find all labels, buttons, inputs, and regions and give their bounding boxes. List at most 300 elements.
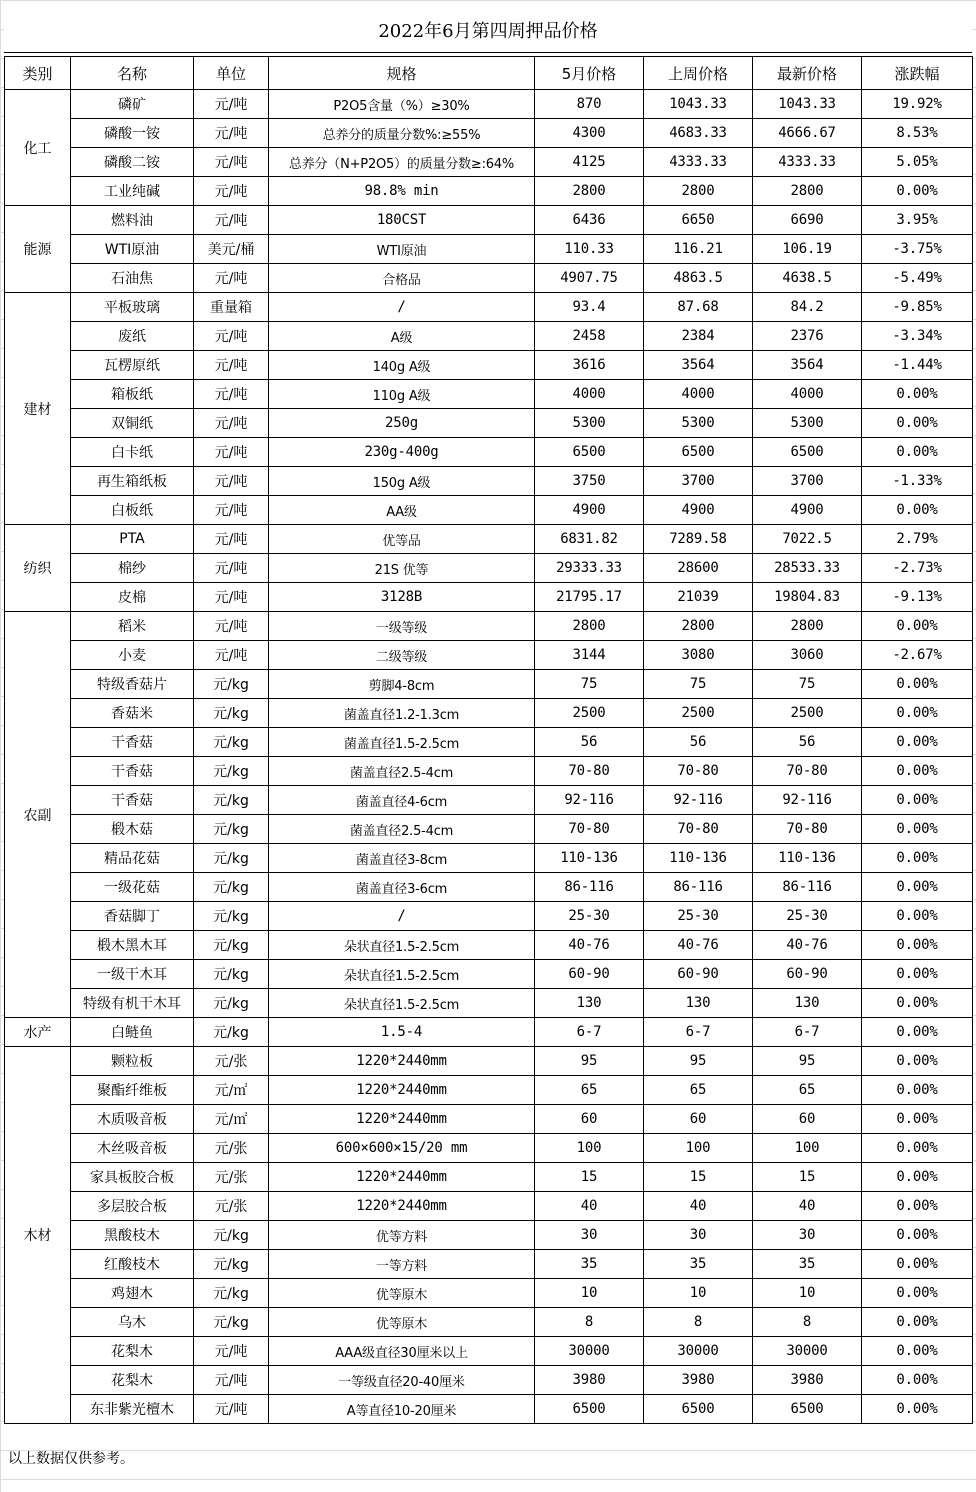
latest-price-cell[interactable]: 4638.5 <box>753 264 862 293</box>
unit-cell[interactable]: 元/kg <box>194 815 269 844</box>
unit-cell[interactable]: 元/吨 <box>194 1395 269 1424</box>
last-week-price-cell[interactable]: 3080 <box>644 641 753 670</box>
unit-cell[interactable]: 元/kg <box>194 902 269 931</box>
unit-cell[interactable]: 元/张 <box>194 1134 269 1163</box>
item-name-cell[interactable]: 木质吸音板 <box>71 1105 194 1134</box>
may-price-cell[interactable]: 110.33 <box>535 235 644 264</box>
may-price-cell[interactable]: 5300 <box>535 409 644 438</box>
may-price-cell[interactable]: 870 <box>535 90 644 119</box>
unit-cell[interactable]: 美元/桶 <box>194 235 269 264</box>
unit-cell[interactable]: 元/吨 <box>194 177 269 206</box>
change-cell[interactable]: 0.00% <box>862 1192 973 1221</box>
latest-price-cell[interactable]: 40 <box>753 1192 862 1221</box>
latest-price-cell[interactable]: 8 <box>753 1308 862 1337</box>
item-name-cell[interactable]: 聚酯纤维板 <box>71 1076 194 1105</box>
may-price-cell[interactable]: 6500 <box>535 438 644 467</box>
latest-price-cell[interactable]: 75 <box>753 670 862 699</box>
unit-cell[interactable]: 元/kg <box>194 1221 269 1250</box>
change-cell[interactable]: 0.00% <box>862 728 973 757</box>
change-cell[interactable]: -2.73% <box>862 554 973 583</box>
change-cell[interactable]: 0.00% <box>862 380 973 409</box>
item-name-cell[interactable]: 磷矿 <box>71 90 194 119</box>
latest-price-cell[interactable]: 6-7 <box>753 1018 862 1047</box>
may-price-cell[interactable]: 40 <box>535 1192 644 1221</box>
change-cell[interactable]: -3.34% <box>862 322 973 351</box>
last-week-price-cell[interactable]: 116.21 <box>644 235 753 264</box>
spec-cell[interactable]: 110g A级 <box>269 380 535 409</box>
last-week-price-cell[interactable]: 3700 <box>644 467 753 496</box>
may-price-cell[interactable]: 60-90 <box>535 960 644 989</box>
latest-price-cell[interactable]: 15 <box>753 1163 862 1192</box>
change-cell[interactable]: -9.13% <box>862 583 973 612</box>
last-week-price-cell[interactable]: 4000 <box>644 380 753 409</box>
last-week-price-cell[interactable]: 4863.5 <box>644 264 753 293</box>
spec-cell[interactable]: 优等方料 <box>269 1221 535 1250</box>
last-week-price-cell[interactable]: 65 <box>644 1076 753 1105</box>
category-cell[interactable]: 能源 <box>5 206 71 293</box>
spec-cell[interactable]: A等直径10-20厘米 <box>269 1395 535 1424</box>
unit-cell[interactable]: 元/kg <box>194 989 269 1018</box>
category-cell[interactable]: 水产 <box>5 1018 71 1047</box>
change-cell[interactable]: 0.00% <box>862 844 973 873</box>
item-name-cell[interactable]: 干香菇 <box>71 728 194 757</box>
latest-price-cell[interactable]: 106.19 <box>753 235 862 264</box>
item-name-cell[interactable]: 干香菇 <box>71 786 194 815</box>
latest-price-cell[interactable]: 4666.67 <box>753 119 862 148</box>
latest-price-cell[interactable]: 2800 <box>753 612 862 641</box>
latest-price-cell[interactable]: 56 <box>753 728 862 757</box>
item-name-cell[interactable]: 鸡翅木 <box>71 1279 194 1308</box>
spec-cell[interactable]: 230g-400g <box>269 438 535 467</box>
change-cell[interactable]: 0.00% <box>862 786 973 815</box>
last-week-price-cell[interactable]: 1043.33 <box>644 90 753 119</box>
last-week-price-cell[interactable]: 130 <box>644 989 753 1018</box>
last-week-price-cell[interactable]: 2800 <box>644 612 753 641</box>
item-name-cell[interactable]: 东非紫光檀木 <box>71 1395 194 1424</box>
may-price-cell[interactable]: 29333.33 <box>535 554 644 583</box>
last-week-price-cell[interactable]: 30000 <box>644 1337 753 1366</box>
category-cell[interactable]: 化工 <box>5 90 71 206</box>
item-name-cell[interactable]: 磷酸二铵 <box>71 148 194 177</box>
unit-cell[interactable]: 元/吨 <box>194 264 269 293</box>
spec-cell[interactable]: 优等原木 <box>269 1279 535 1308</box>
item-name-cell[interactable]: 多层胶合板 <box>71 1192 194 1221</box>
spec-cell[interactable]: 优等原木 <box>269 1308 535 1337</box>
may-price-cell[interactable]: 56 <box>535 728 644 757</box>
may-price-cell[interactable]: 95 <box>535 1047 644 1076</box>
latest-price-cell[interactable]: 92-116 <box>753 786 862 815</box>
item-name-cell[interactable]: 瓦楞原纸 <box>71 351 194 380</box>
latest-price-cell[interactable]: 4900 <box>753 496 862 525</box>
unit-cell[interactable]: 元/张 <box>194 1192 269 1221</box>
last-week-price-cell[interactable]: 3980 <box>644 1366 753 1395</box>
unit-cell[interactable]: 重量箱 <box>194 293 269 322</box>
item-name-cell[interactable]: 木丝吸音板 <box>71 1134 194 1163</box>
latest-price-cell[interactable]: 130 <box>753 989 862 1018</box>
may-price-cell[interactable]: 60 <box>535 1105 644 1134</box>
unit-cell[interactable]: 元/张 <box>194 1163 269 1192</box>
change-cell[interactable]: 5.05% <box>862 148 973 177</box>
item-name-cell[interactable]: 双铜纸 <box>71 409 194 438</box>
latest-price-cell[interactable]: 84.2 <box>753 293 862 322</box>
change-cell[interactable]: 0.00% <box>862 815 973 844</box>
latest-price-cell[interactable]: 3980 <box>753 1366 862 1395</box>
latest-price-cell[interactable]: 86-116 <box>753 873 862 902</box>
latest-price-cell[interactable]: 30 <box>753 1221 862 1250</box>
latest-price-cell[interactable]: 30000 <box>753 1337 862 1366</box>
spec-cell[interactable]: 朵状直径1.5-2.5cm <box>269 931 535 960</box>
last-week-price-cell[interactable]: 30 <box>644 1221 753 1250</box>
category-cell[interactable]: 建材 <box>5 293 71 525</box>
item-name-cell[interactable]: 废纸 <box>71 322 194 351</box>
change-cell[interactable]: 8.53% <box>862 119 973 148</box>
spec-cell[interactable]: 21S 优等 <box>269 554 535 583</box>
last-week-price-cell[interactable]: 110-136 <box>644 844 753 873</box>
unit-cell[interactable]: 元/kg <box>194 670 269 699</box>
unit-cell[interactable]: 元/吨 <box>194 206 269 235</box>
latest-price-cell[interactable]: 1043.33 <box>753 90 862 119</box>
unit-cell[interactable]: 元/吨 <box>194 119 269 148</box>
may-price-cell[interactable]: 4900 <box>535 496 644 525</box>
spec-cell[interactable]: 一等级直径20-40厘米 <box>269 1366 535 1395</box>
item-name-cell[interactable]: 白鲢鱼 <box>71 1018 194 1047</box>
item-name-cell[interactable]: WTI原油 <box>71 235 194 264</box>
last-week-price-cell[interactable]: 8 <box>644 1308 753 1337</box>
may-price-cell[interactable]: 30000 <box>535 1337 644 1366</box>
last-week-price-cell[interactable]: 70-80 <box>644 757 753 786</box>
item-name-cell[interactable]: PTA <box>71 525 194 554</box>
may-price-cell[interactable]: 6436 <box>535 206 644 235</box>
spec-cell[interactable]: 剪脚4-8cm <box>269 670 535 699</box>
item-name-cell[interactable]: 箱板纸 <box>71 380 194 409</box>
latest-price-cell[interactable]: 5300 <box>753 409 862 438</box>
latest-price-cell[interactable]: 2500 <box>753 699 862 728</box>
unit-cell[interactable]: 元/吨 <box>194 409 269 438</box>
change-cell[interactable]: 0.00% <box>862 1366 973 1395</box>
item-name-cell[interactable]: 椴木菇 <box>71 815 194 844</box>
item-name-cell[interactable]: 一级花菇 <box>71 873 194 902</box>
may-price-cell[interactable]: 15 <box>535 1163 644 1192</box>
last-week-price-cell[interactable]: 15 <box>644 1163 753 1192</box>
spec-cell[interactable]: 朵状直径1.5-2.5cm <box>269 960 535 989</box>
spec-cell[interactable]: WTI原油 <box>269 235 535 264</box>
spec-cell[interactable]: 140g A级 <box>269 351 535 380</box>
spec-cell[interactable]: 180CST <box>269 206 535 235</box>
item-name-cell[interactable]: 特级有机干木耳 <box>71 989 194 1018</box>
last-week-price-cell[interactable]: 28600 <box>644 554 753 583</box>
last-week-price-cell[interactable]: 4683.33 <box>644 119 753 148</box>
latest-price-cell[interactable]: 6500 <box>753 438 862 467</box>
spec-cell[interactable]: 菌盖直径3-8cm <box>269 844 535 873</box>
last-week-price-cell[interactable]: 5300 <box>644 409 753 438</box>
change-cell[interactable]: 0.00% <box>862 409 973 438</box>
spec-cell[interactable]: 菌盖直径1.5-2.5cm <box>269 728 535 757</box>
may-price-cell[interactable]: 4000 <box>535 380 644 409</box>
unit-cell[interactable]: 元/张 <box>194 1047 269 1076</box>
item-name-cell[interactable]: 燃料油 <box>71 206 194 235</box>
may-price-cell[interactable]: 92-116 <box>535 786 644 815</box>
last-week-price-cell[interactable]: 60-90 <box>644 960 753 989</box>
change-cell[interactable]: 0.00% <box>862 177 973 206</box>
latest-price-cell[interactable]: 28533.33 <box>753 554 862 583</box>
spec-cell[interactable]: 菌盖直径2.5-4cm <box>269 815 535 844</box>
change-cell[interactable]: 0.00% <box>862 1337 973 1366</box>
change-cell[interactable]: 0.00% <box>862 438 973 467</box>
may-price-cell[interactable]: 10 <box>535 1279 644 1308</box>
unit-cell[interactable]: 元/kg <box>194 786 269 815</box>
latest-price-cell[interactable]: 95 <box>753 1047 862 1076</box>
change-cell[interactable]: -9.85% <box>862 293 973 322</box>
last-week-price-cell[interactable]: 100 <box>644 1134 753 1163</box>
may-price-cell[interactable]: 70-80 <box>535 757 644 786</box>
unit-cell[interactable]: 元/吨 <box>194 525 269 554</box>
unit-cell[interactable]: 元/吨 <box>194 583 269 612</box>
may-price-cell[interactable]: 4125 <box>535 148 644 177</box>
last-week-price-cell[interactable]: 75 <box>644 670 753 699</box>
may-price-cell[interactable]: 35 <box>535 1250 644 1279</box>
latest-price-cell[interactable]: 2800 <box>753 177 862 206</box>
last-week-price-cell[interactable]: 21039 <box>644 583 753 612</box>
item-name-cell[interactable]: 家具板胶合板 <box>71 1163 194 1192</box>
last-week-price-cell[interactable]: 40-76 <box>644 931 753 960</box>
unit-cell[interactable]: 元/吨 <box>194 612 269 641</box>
may-price-cell[interactable]: 93.4 <box>535 293 644 322</box>
latest-price-cell[interactable]: 6500 <box>753 1395 862 1424</box>
spec-cell[interactable]: 二级等级 <box>269 641 535 670</box>
change-cell[interactable]: 0.00% <box>862 1018 973 1047</box>
spec-cell[interactable]: 朵状直径1.5-2.5cm <box>269 989 535 1018</box>
spec-cell[interactable]: 总养分（N+P2O5）的质量分数≥:64% <box>269 148 535 177</box>
may-price-cell[interactable]: 75 <box>535 670 644 699</box>
spec-cell[interactable]: P2O5含量（%）≥30% <box>269 90 535 119</box>
unit-cell[interactable]: 元/吨 <box>194 380 269 409</box>
unit-cell[interactable]: 元/吨 <box>194 641 269 670</box>
change-cell[interactable]: 3.95% <box>862 206 973 235</box>
latest-price-cell[interactable]: 35 <box>753 1250 862 1279</box>
latest-price-cell[interactable]: 110-136 <box>753 844 862 873</box>
may-price-cell[interactable]: 21795.17 <box>535 583 644 612</box>
item-name-cell[interactable]: 皮棉 <box>71 583 194 612</box>
spec-cell[interactable]: 250g <box>269 409 535 438</box>
latest-price-cell[interactable]: 70-80 <box>753 757 862 786</box>
unit-cell[interactable]: 元/吨 <box>194 496 269 525</box>
change-cell[interactable]: 0.00% <box>862 1308 973 1337</box>
latest-price-cell[interactable]: 4333.33 <box>753 148 862 177</box>
change-cell[interactable]: 0.00% <box>862 989 973 1018</box>
item-name-cell[interactable]: 棉纱 <box>71 554 194 583</box>
change-cell[interactable]: 0.00% <box>862 1134 973 1163</box>
last-week-price-cell[interactable]: 40 <box>644 1192 753 1221</box>
change-cell[interactable]: 0.00% <box>862 496 973 525</box>
last-week-price-cell[interactable]: 7289.58 <box>644 525 753 554</box>
may-price-cell[interactable]: 3980 <box>535 1366 644 1395</box>
spec-cell[interactable]: 1220*2440mm <box>269 1163 535 1192</box>
item-name-cell[interactable]: 香菇米 <box>71 699 194 728</box>
spec-cell[interactable]: 1220*2440mm <box>269 1047 535 1076</box>
unit-cell[interactable]: 元/吨 <box>194 467 269 496</box>
last-week-price-cell[interactable]: 35 <box>644 1250 753 1279</box>
item-name-cell[interactable]: 精品花菇 <box>71 844 194 873</box>
may-price-cell[interactable]: 110-136 <box>535 844 644 873</box>
item-name-cell[interactable]: 稻米 <box>71 612 194 641</box>
may-price-cell[interactable]: 6831.82 <box>535 525 644 554</box>
item-name-cell[interactable]: 平板玻璃 <box>71 293 194 322</box>
item-name-cell[interactable]: 颗粒板 <box>71 1047 194 1076</box>
unit-cell[interactable]: 元/kg <box>194 931 269 960</box>
unit-cell[interactable]: 元/吨 <box>194 438 269 467</box>
may-price-cell[interactable]: 2458 <box>535 322 644 351</box>
change-cell[interactable]: -1.33% <box>862 467 973 496</box>
item-name-cell[interactable]: 干香菇 <box>71 757 194 786</box>
change-cell[interactable]: -1.44% <box>862 351 973 380</box>
unit-cell[interactable]: 元/吨 <box>194 1337 269 1366</box>
change-cell[interactable]: 19.92% <box>862 90 973 119</box>
unit-cell[interactable]: 元/吨 <box>194 554 269 583</box>
may-price-cell[interactable]: 65 <box>535 1076 644 1105</box>
may-price-cell[interactable]: 30 <box>535 1221 644 1250</box>
may-price-cell[interactable]: 3144 <box>535 641 644 670</box>
unit-cell[interactable]: 元/吨 <box>194 148 269 177</box>
unit-cell[interactable]: 元/kg <box>194 699 269 728</box>
unit-cell[interactable]: 元/kg <box>194 844 269 873</box>
unit-cell[interactable]: 元/吨 <box>194 351 269 380</box>
change-cell[interactable]: 0.00% <box>862 612 973 641</box>
item-name-cell[interactable]: 磷酸一铵 <box>71 119 194 148</box>
may-price-cell[interactable]: 70-80 <box>535 815 644 844</box>
item-name-cell[interactable]: 一级干木耳 <box>71 960 194 989</box>
may-price-cell[interactable]: 40-76 <box>535 931 644 960</box>
latest-price-cell[interactable]: 40-76 <box>753 931 862 960</box>
may-price-cell[interactable]: 8 <box>535 1308 644 1337</box>
change-cell[interactable]: 0.00% <box>862 1105 973 1134</box>
change-cell[interactable]: -5.49% <box>862 264 973 293</box>
unit-cell[interactable]: 元/㎡ <box>194 1105 269 1134</box>
last-week-price-cell[interactable]: 6650 <box>644 206 753 235</box>
item-name-cell[interactable]: 香菇脚丁 <box>71 902 194 931</box>
item-name-cell[interactable]: 特级香菇片 <box>71 670 194 699</box>
latest-price-cell[interactable]: 3564 <box>753 351 862 380</box>
last-week-price-cell[interactable]: 4900 <box>644 496 753 525</box>
spec-cell[interactable]: A级 <box>269 322 535 351</box>
latest-price-cell[interactable]: 25-30 <box>753 902 862 931</box>
item-name-cell[interactable]: 花梨木 <box>71 1366 194 1395</box>
unit-cell[interactable]: 元/kg <box>194 1308 269 1337</box>
may-price-cell[interactable]: 4300 <box>535 119 644 148</box>
unit-cell[interactable]: 元/kg <box>194 960 269 989</box>
last-week-price-cell[interactable]: 3564 <box>644 351 753 380</box>
spec-cell[interactable]: 150g A级 <box>269 467 535 496</box>
latest-price-cell[interactable]: 3700 <box>753 467 862 496</box>
category-cell[interactable]: 纺织 <box>5 525 71 612</box>
may-price-cell[interactable]: 3750 <box>535 467 644 496</box>
change-cell[interactable]: 0.00% <box>862 1163 973 1192</box>
change-cell[interactable]: 0.00% <box>862 699 973 728</box>
may-price-cell[interactable]: 6-7 <box>535 1018 644 1047</box>
spec-cell[interactable]: 1220*2440mm <box>269 1192 535 1221</box>
spec-cell[interactable]: / <box>269 293 535 322</box>
last-week-price-cell[interactable]: 2500 <box>644 699 753 728</box>
latest-price-cell[interactable]: 100 <box>753 1134 862 1163</box>
last-week-price-cell[interactable]: 60 <box>644 1105 753 1134</box>
may-price-cell[interactable]: 2800 <box>535 177 644 206</box>
change-cell[interactable]: 0.00% <box>862 757 973 786</box>
spec-cell[interactable]: 1220*2440mm <box>269 1105 535 1134</box>
latest-price-cell[interactable]: 6690 <box>753 206 862 235</box>
spec-cell[interactable]: 优等品 <box>269 525 535 554</box>
latest-price-cell[interactable]: 60-90 <box>753 960 862 989</box>
item-name-cell[interactable]: 红酸枝木 <box>71 1250 194 1279</box>
latest-price-cell[interactable]: 65 <box>753 1076 862 1105</box>
last-week-price-cell[interactable]: 95 <box>644 1047 753 1076</box>
latest-price-cell[interactable]: 10 <box>753 1279 862 1308</box>
last-week-price-cell[interactable]: 6500 <box>644 1395 753 1424</box>
unit-cell[interactable]: 元/kg <box>194 873 269 902</box>
change-cell[interactable]: 0.00% <box>862 931 973 960</box>
may-price-cell[interactable]: 6500 <box>535 1395 644 1424</box>
may-price-cell[interactable]: 130 <box>535 989 644 1018</box>
spec-cell[interactable]: AAA级直径30厘米以上 <box>269 1337 535 1366</box>
change-cell[interactable]: 0.00% <box>862 1395 973 1424</box>
latest-price-cell[interactable]: 19804.83 <box>753 583 862 612</box>
item-name-cell[interactable]: 白卡纸 <box>71 438 194 467</box>
unit-cell[interactable]: 元/吨 <box>194 322 269 351</box>
change-cell[interactable]: 2.79% <box>862 525 973 554</box>
change-cell[interactable]: 0.00% <box>862 670 973 699</box>
unit-cell[interactable]: 元/kg <box>194 1250 269 1279</box>
last-week-price-cell[interactable]: 92-116 <box>644 786 753 815</box>
last-week-price-cell[interactable]: 10 <box>644 1279 753 1308</box>
last-week-price-cell[interactable]: 56 <box>644 728 753 757</box>
item-name-cell[interactable]: 黑酸枝木 <box>71 1221 194 1250</box>
latest-price-cell[interactable]: 60 <box>753 1105 862 1134</box>
change-cell[interactable]: 0.00% <box>862 1047 973 1076</box>
last-week-price-cell[interactable]: 87.68 <box>644 293 753 322</box>
change-cell[interactable]: 0.00% <box>862 873 973 902</box>
may-price-cell[interactable]: 86-116 <box>535 873 644 902</box>
change-cell[interactable]: 0.00% <box>862 1076 973 1105</box>
item-name-cell[interactable]: 乌木 <box>71 1308 194 1337</box>
may-price-cell[interactable]: 25-30 <box>535 902 644 931</box>
spec-cell[interactable]: 600×600×15/20 mm <box>269 1134 535 1163</box>
item-name-cell[interactable]: 椴木黑木耳 <box>71 931 194 960</box>
change-cell[interactable]: 0.00% <box>862 902 973 931</box>
spec-cell[interactable]: 菌盖直径3-6cm <box>269 873 535 902</box>
last-week-price-cell[interactable]: 6-7 <box>644 1018 753 1047</box>
last-week-price-cell[interactable]: 86-116 <box>644 873 753 902</box>
change-cell[interactable]: 0.00% <box>862 1221 973 1250</box>
may-price-cell[interactable]: 2800 <box>535 612 644 641</box>
unit-cell[interactable]: 元/吨 <box>194 90 269 119</box>
change-cell[interactable]: -2.67% <box>862 641 973 670</box>
unit-cell[interactable]: 元/㎡ <box>194 1076 269 1105</box>
unit-cell[interactable]: 元/kg <box>194 728 269 757</box>
spec-cell[interactable]: 菌盖直径2.5-4cm <box>269 757 535 786</box>
latest-price-cell[interactable]: 7022.5 <box>753 525 862 554</box>
may-price-cell[interactable]: 2500 <box>535 699 644 728</box>
last-week-price-cell[interactable]: 2384 <box>644 322 753 351</box>
item-name-cell[interactable]: 再生箱纸板 <box>71 467 194 496</box>
unit-cell[interactable]: 元/kg <box>194 1018 269 1047</box>
unit-cell[interactable]: 元/kg <box>194 757 269 786</box>
spec-cell[interactable]: / <box>269 902 535 931</box>
unit-cell[interactable]: 元/吨 <box>194 1366 269 1395</box>
change-cell[interactable]: 0.00% <box>862 1250 973 1279</box>
spec-cell[interactable]: 1220*2440mm <box>269 1076 535 1105</box>
item-name-cell[interactable]: 小麦 <box>71 641 194 670</box>
item-name-cell[interactable]: 白板纸 <box>71 496 194 525</box>
change-cell[interactable]: 0.00% <box>862 960 973 989</box>
last-week-price-cell[interactable]: 4333.33 <box>644 148 753 177</box>
